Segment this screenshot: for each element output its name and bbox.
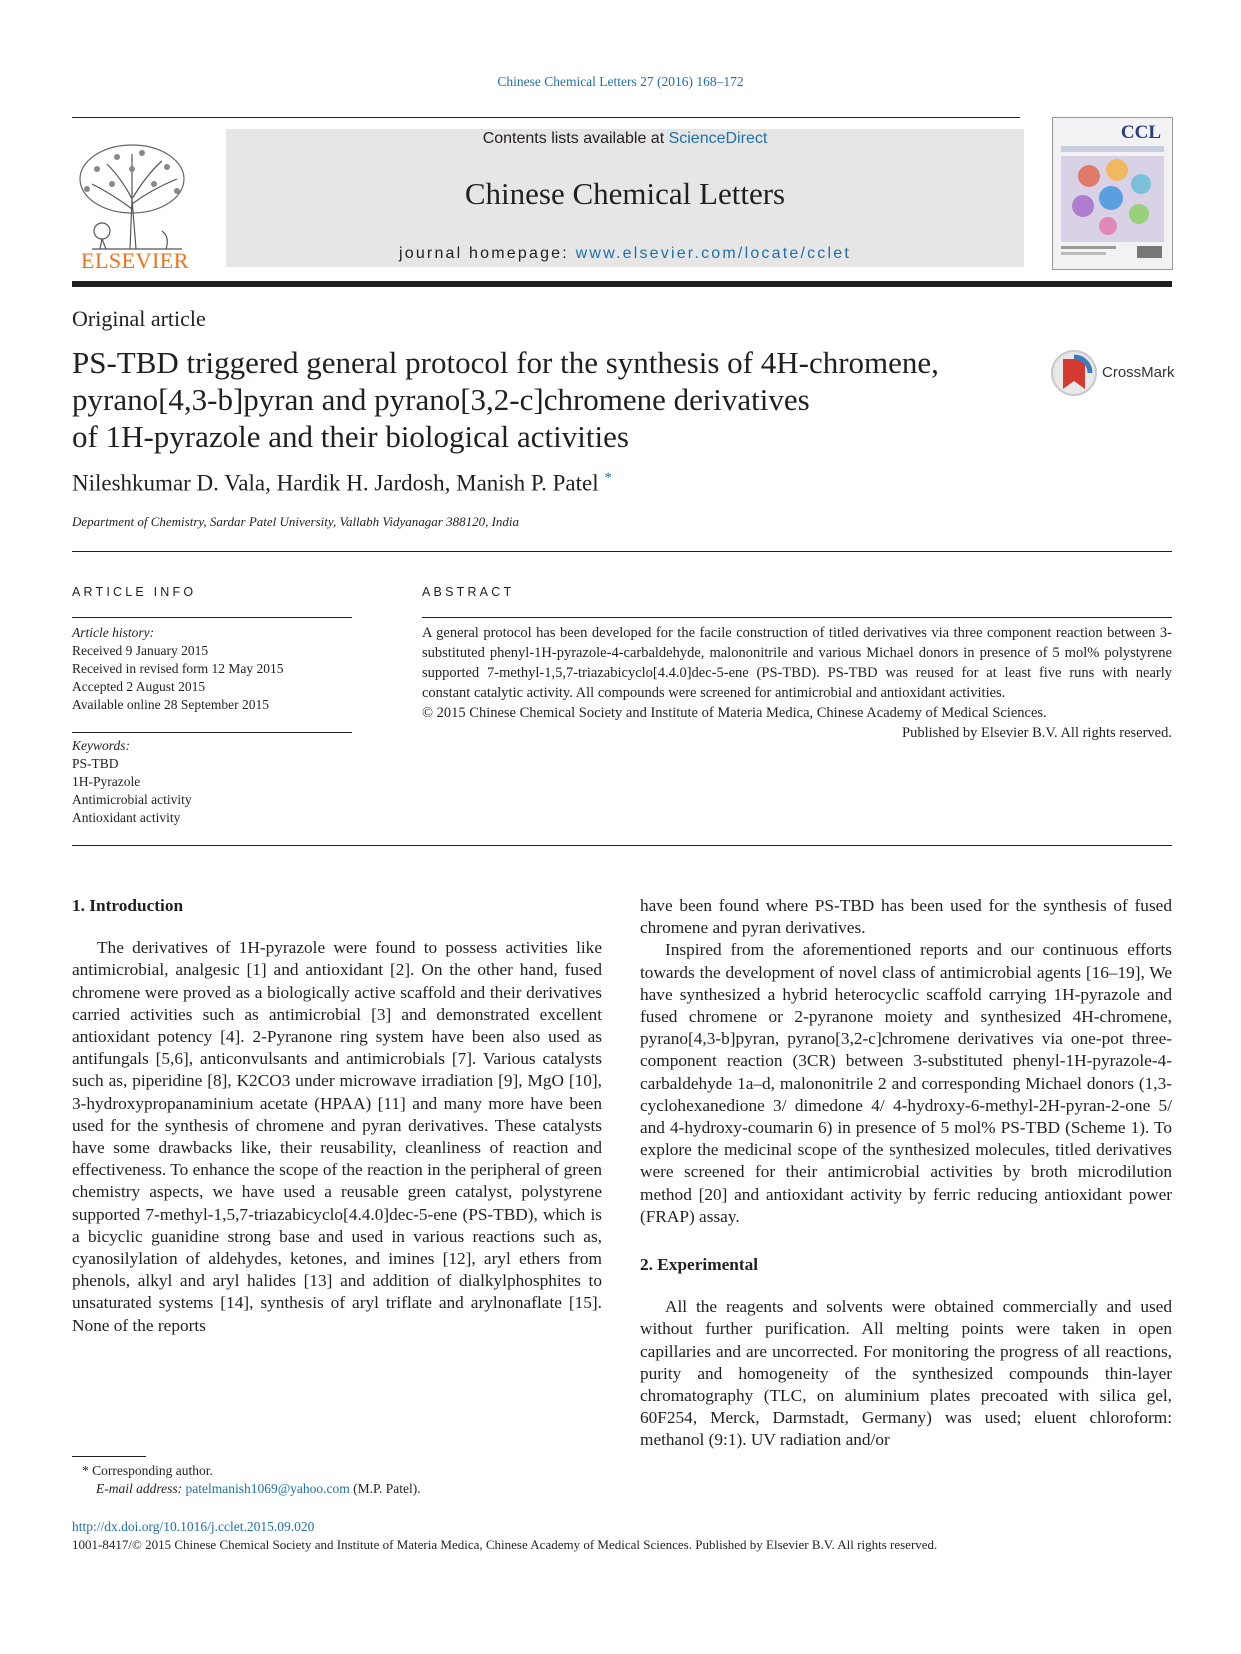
corresponding-author-mark[interactable]: *: [604, 470, 612, 486]
introduction-paragraph-2: Inspired from the aforementioned reports and our continuous efforts towards the development of novel class of antimicrobial agents [16–19], We have synthesized a hybrid heterocyclic scaffold carrying 1H-pyrazole and fused chromene or 2-pyranone moiety and synthesized 4H-chromene, pyrano[4,3-b]pyran, pyrano[3,2-c]chromene derivatives via one-pot three-component reaction (3CR) between 3-substituted phenyl-1H-pyrazole-4-carbaldehyde 1a–d, malononitrile 2 and corresponding Michael donors (1,3-cyclohexanedione 3/ dimedone 4/ 4-hydroxy-6-methyl-2H-pyran-2-one 5/ and 4-hydroxy-coumarin 6) in presence of 5 mol% PS-TBD (Scheme 1). To explore the medicinal scope of the synthesized molecules, titled derivatives were screened for their antimicrobial activities by broth microdilution method [20] and antioxidant activity by ferric reducing antioxidant power (FRAP) assay.: [640, 940, 1172, 1226]
contents-prefix: Contents lists available at: [482, 130, 669, 147]
introduction-paragraph-1: The derivatives of 1H-pyrazole were found to possess activities like antimicrobial, analgesic [1] and antioxidant [2]. On the other hand, fused chromene were proved as a biologically active scaffold and their derivatives carried activities such as antimicrobial [3] and demonstrated excellent antioxidant potency [4]. 2-Pyranone ring system have been also used as antifungals [5,6], anticonvulsants and antimicrobials [7]. Various catalysts such as, piperidine [8], K2CO3 under microwave irradiation [9], MgO [10], 3-hydroxypropanaminium acetate (HPAA) [11] and many more have been used for the synthesis of chromene and pyran derivatives. These catalysts have some drawbacks like, their reusability, cleanliness of reaction and effectiveness. To enhance the scope of the reaction in the peripheral of green chemistry aspects, we have used a reusable green catalyst, polystyrene supported 7-methyl-1,5,7-triazabicyclo[4.4.0]dec-5-ene (PS-TBD), which is a bicyclic guanidine strong base and used in various reactions such as, cyanosilylation of aldehydes, ketones, and imines [12], aryl ethers from phenols, alkyl and aryl halides [13] and addition of dialkylphosphites to unsaturated systems [14], synthesis of aryl triflate and arylnonaflate [15]. None of the reports: [72, 938, 602, 1335]
homepage-link[interactable]: www.elsevier.com/locate/cclet: [575, 245, 852, 262]
history-label: Article history:: [72, 625, 155, 640]
history-item: Available online 28 September 2015: [72, 697, 269, 712]
keywords: [72, 737, 192, 827]
abstract-body: [422, 623, 1172, 743]
article-info-label: ARTICLE INFO: [72, 585, 197, 599]
journal-name: Chinese Chemical Letters: [464, 176, 786, 211]
journal-cover-thumbnail[interactable]: [1052, 117, 1173, 270]
article-type: Original article: [72, 306, 206, 331]
abstract-publisher: Published by Elsevier B.V. All rights reserved.: [902, 725, 1172, 741]
header-rule: [72, 117, 1020, 118]
affiliation: Department of Chemistry, Sardar Patel University, Vallabh Vidyanagar 388120, India: [72, 514, 520, 529]
elsevier-wordmark: ELSEVIER: [81, 248, 189, 273]
history-item: Received in revised form 12 May 2015: [72, 661, 284, 676]
homepage-line: [226, 245, 1024, 263]
title-line-2: pyrano[4,3-b]pyran and pyrano[3,2-c]chromene derivatives: [72, 382, 810, 417]
abstract-copyright: © 2015 Chinese Chemical Society and Institute of Materia Medica, Chinese Academy of Medical Sciences.: [422, 705, 1047, 721]
crossmark-button[interactable]: [1050, 349, 1180, 397]
contents-line: [226, 130, 1024, 148]
abstract-text: A general protocol has been developed for the facile construction of titled derivatives via three component reaction between 3-substituted phenyl-1H-pyrazole-4-carbaldehyde, malononitrile and various Michael donors in presence of 5 mol% polystyrene supported 7-methyl-1,5,7-triazabicyclo[4.4.0]dec-5-ene (PS-TBD). PS-TBD was reused for at least five runs with nearly constant catalytic activity. All compounds were screened for antimicrobial and antioxidant activities.: [422, 625, 1172, 701]
title-line-3: of 1H-pyrazole and their biological activities: [72, 419, 629, 454]
abstract-rule: [422, 617, 1172, 618]
body-right-column: [640, 895, 1172, 1452]
article-info-rule: [72, 617, 352, 618]
keyword-item: Antioxidant activity: [72, 810, 181, 825]
abstract-label: ABSTRACT: [422, 585, 515, 599]
email-link[interactable]: patelmanish1069@yahoo.com: [185, 1481, 350, 1496]
email-label: E-mail address:: [96, 1481, 186, 1496]
introduction-heading: 1. Introduction: [72, 896, 184, 915]
keywords-label: Keywords:: [72, 738, 130, 753]
article-history: [72, 624, 283, 714]
homepage-prefix: journal homepage:: [398, 245, 576, 262]
header-thick-rule: [72, 281, 1172, 287]
doi-link[interactable]: http://dx.doi.org/10.1016/j.cclet.2015.09.020: [72, 1519, 315, 1534]
experimental-heading: 2. Experimental: [640, 1255, 759, 1275]
introduction-continued: have been found where PS-TBD has been used for the synthesis of fused chromene and pyran derivatives.: [640, 896, 1172, 938]
title-rule: [72, 551, 1172, 552]
body-left-column: [72, 895, 602, 1337]
abstract-bottom-rule: [72, 845, 1172, 846]
footnote: [72, 1462, 421, 1498]
journal-cover-image-icon: [1053, 118, 1172, 269]
history-item: Accepted 2 August 2015: [72, 679, 206, 694]
corresponding-author-note: Corresponding author.: [92, 1463, 213, 1478]
keyword-item: Antimicrobial activity: [72, 792, 192, 807]
author-names: Nileshkumar D. Vala, Hardik H. Jardosh, Manish P. Patel: [72, 470, 599, 496]
sciencedirect-link[interactable]: ScienceDirect: [668, 130, 768, 147]
crossmark-label: CrossMark: [1102, 364, 1175, 381]
crossmark-icon: [1050, 349, 1098, 397]
article-title: [72, 344, 1042, 455]
authors: [72, 470, 612, 497]
title-line-1: PS-TBD triggered general protocol for the synthesis of 4H-chromene,: [72, 345, 939, 380]
keywords-rule: [72, 732, 352, 733]
keyword-item: PS-TBD: [72, 756, 119, 771]
keyword-item: 1H-Pyrazole: [72, 774, 141, 789]
footnote-mark: *: [82, 1463, 89, 1478]
cover-badge: CCL: [1120, 122, 1161, 143]
footnote-rule: [72, 1456, 146, 1457]
experimental-paragraph-1: All the reagents and solvents were obtained commercially and used without further purification. All melting points were taken in open capillaries and are uncorrected. For monitoring the progress of all reactions, purity and homogeneity of the synthesized compounds thin-layer chromatography (TLC, on aluminium plates precoated with silica gel, 60F254, Merck, Darmstadt, Germany) was used; eluent chloroform: methanol (9:1). UV radiation and/or: [640, 1297, 1172, 1450]
journal-reference[interactable]: Chinese Chemical Letters 27 (2016) 168–172: [497, 74, 744, 89]
email-suffix: (M.P. Patel).: [349, 1481, 421, 1496]
history-item: Received 9 January 2015: [72, 643, 209, 658]
issn-copyright: 1001-8417/© 2015 Chinese Chemical Society and Institute of Materia Medica, Chinese Academy of Medical Sciences. Published by Elsevier B.V. All rights reserved.: [72, 1537, 938, 1552]
